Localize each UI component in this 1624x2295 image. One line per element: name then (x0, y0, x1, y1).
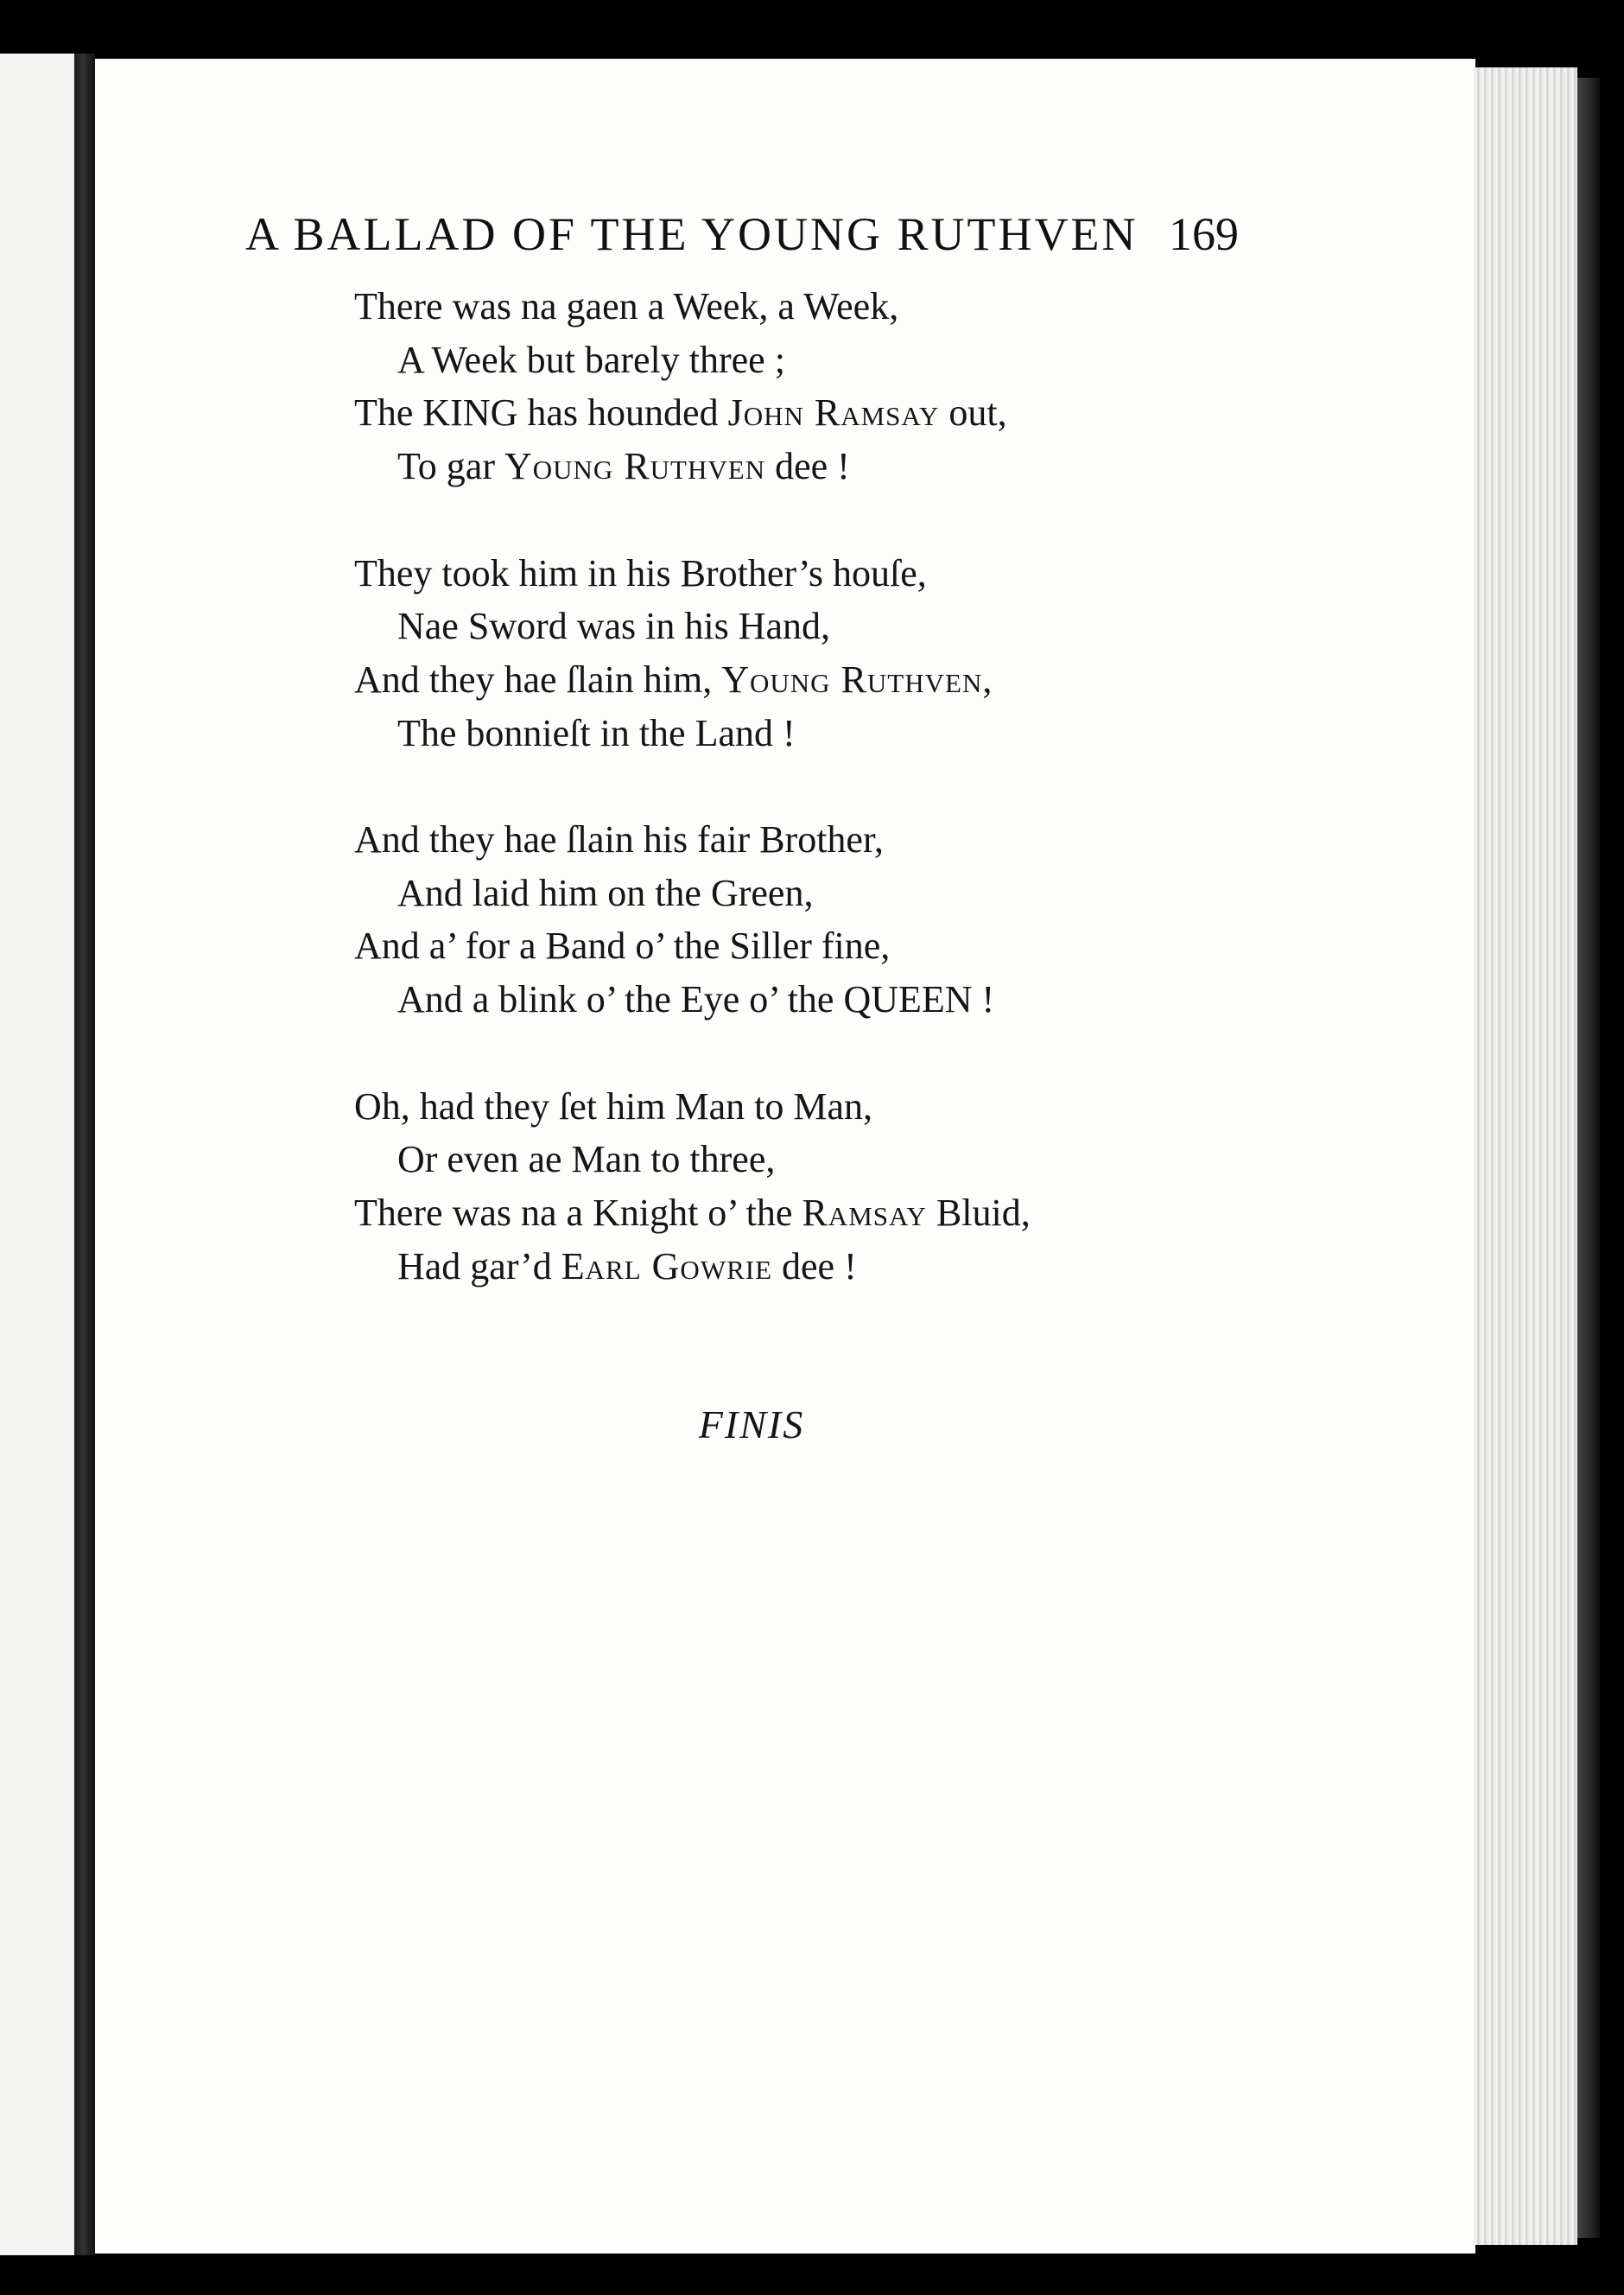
stanza (354, 547, 1218, 760)
poem-line (354, 1080, 1218, 1134)
book-cover-edge (1577, 78, 1600, 2238)
running-title: A BALLAD OF THE YOUNG RUTHVEN (245, 208, 1139, 260)
line-text: Or even ae Man to three, (397, 1138, 776, 1181)
line-text: dee ! (772, 1244, 857, 1287)
poem-line (354, 600, 1218, 653)
running-header (245, 207, 1247, 263)
poem (354, 280, 1218, 1346)
poem-line (354, 707, 1218, 760)
page-edges (1474, 67, 1577, 2245)
poem-line (354, 280, 1218, 334)
line-text: And a’ for a Band o’ the Siller fine, (354, 925, 891, 968)
line-text: To gar (397, 445, 504, 488)
stanza (354, 813, 1218, 1027)
small-caps-name: Young Ruthven (721, 658, 983, 701)
line-text: A Week but barely three ; (397, 338, 785, 381)
facing-page-edge (0, 54, 74, 2255)
page-number: 169 (1169, 208, 1239, 260)
poem-line (354, 973, 1218, 1027)
line-text: Nae Sword was in his Hand, (397, 605, 831, 648)
line-text: The KING has hounded (354, 391, 728, 435)
line-text: Had gar’d (397, 1244, 561, 1287)
line-text: And they hae ſlain him, (354, 658, 722, 701)
small-caps-name: Ramsay (802, 1191, 927, 1234)
poem-line (354, 919, 1218, 973)
line-text: And a blink o’ the Eye o’ the QUEEN ! (397, 978, 995, 1021)
line-text: There was na gaen a Week, a Week, (354, 285, 899, 327)
poem-line (354, 653, 1218, 707)
poem-line (354, 813, 1218, 867)
stanza (354, 1080, 1218, 1294)
book-gutter (74, 54, 95, 2255)
poem-line (354, 1240, 1218, 1294)
small-caps-name: Earl Gowrie (561, 1244, 773, 1287)
poem-line (354, 547, 1218, 601)
small-caps-name: Young Ruthven (504, 445, 766, 488)
poem-line (354, 867, 1218, 920)
poem-line (354, 334, 1218, 387)
line-text: And they hae ſlain his fair Brother, (354, 818, 884, 861)
poem-line (354, 440, 1218, 493)
line-text: And laid him on the Green, (397, 871, 814, 914)
line-text: out, (939, 391, 1007, 435)
poem-line (354, 1186, 1218, 1240)
line-text: Bluid, (926, 1191, 1031, 1234)
finis: FINIS (698, 1402, 805, 1446)
poem-line (354, 1133, 1218, 1186)
line-text: They took him in his Brother’s houſe, (354, 551, 927, 594)
poem-line (354, 386, 1218, 440)
stanza (354, 280, 1218, 493)
line-text: Oh, had they ſet him Man to Man, (354, 1084, 873, 1128)
small-caps-name: John Ramsay (727, 391, 940, 435)
line-text: dee ! (765, 445, 850, 488)
line-text: The bonnieſt in the Land ! (397, 711, 796, 754)
line-text: There was na a Knight o’ the (354, 1191, 802, 1234)
line-text: , (982, 658, 993, 701)
